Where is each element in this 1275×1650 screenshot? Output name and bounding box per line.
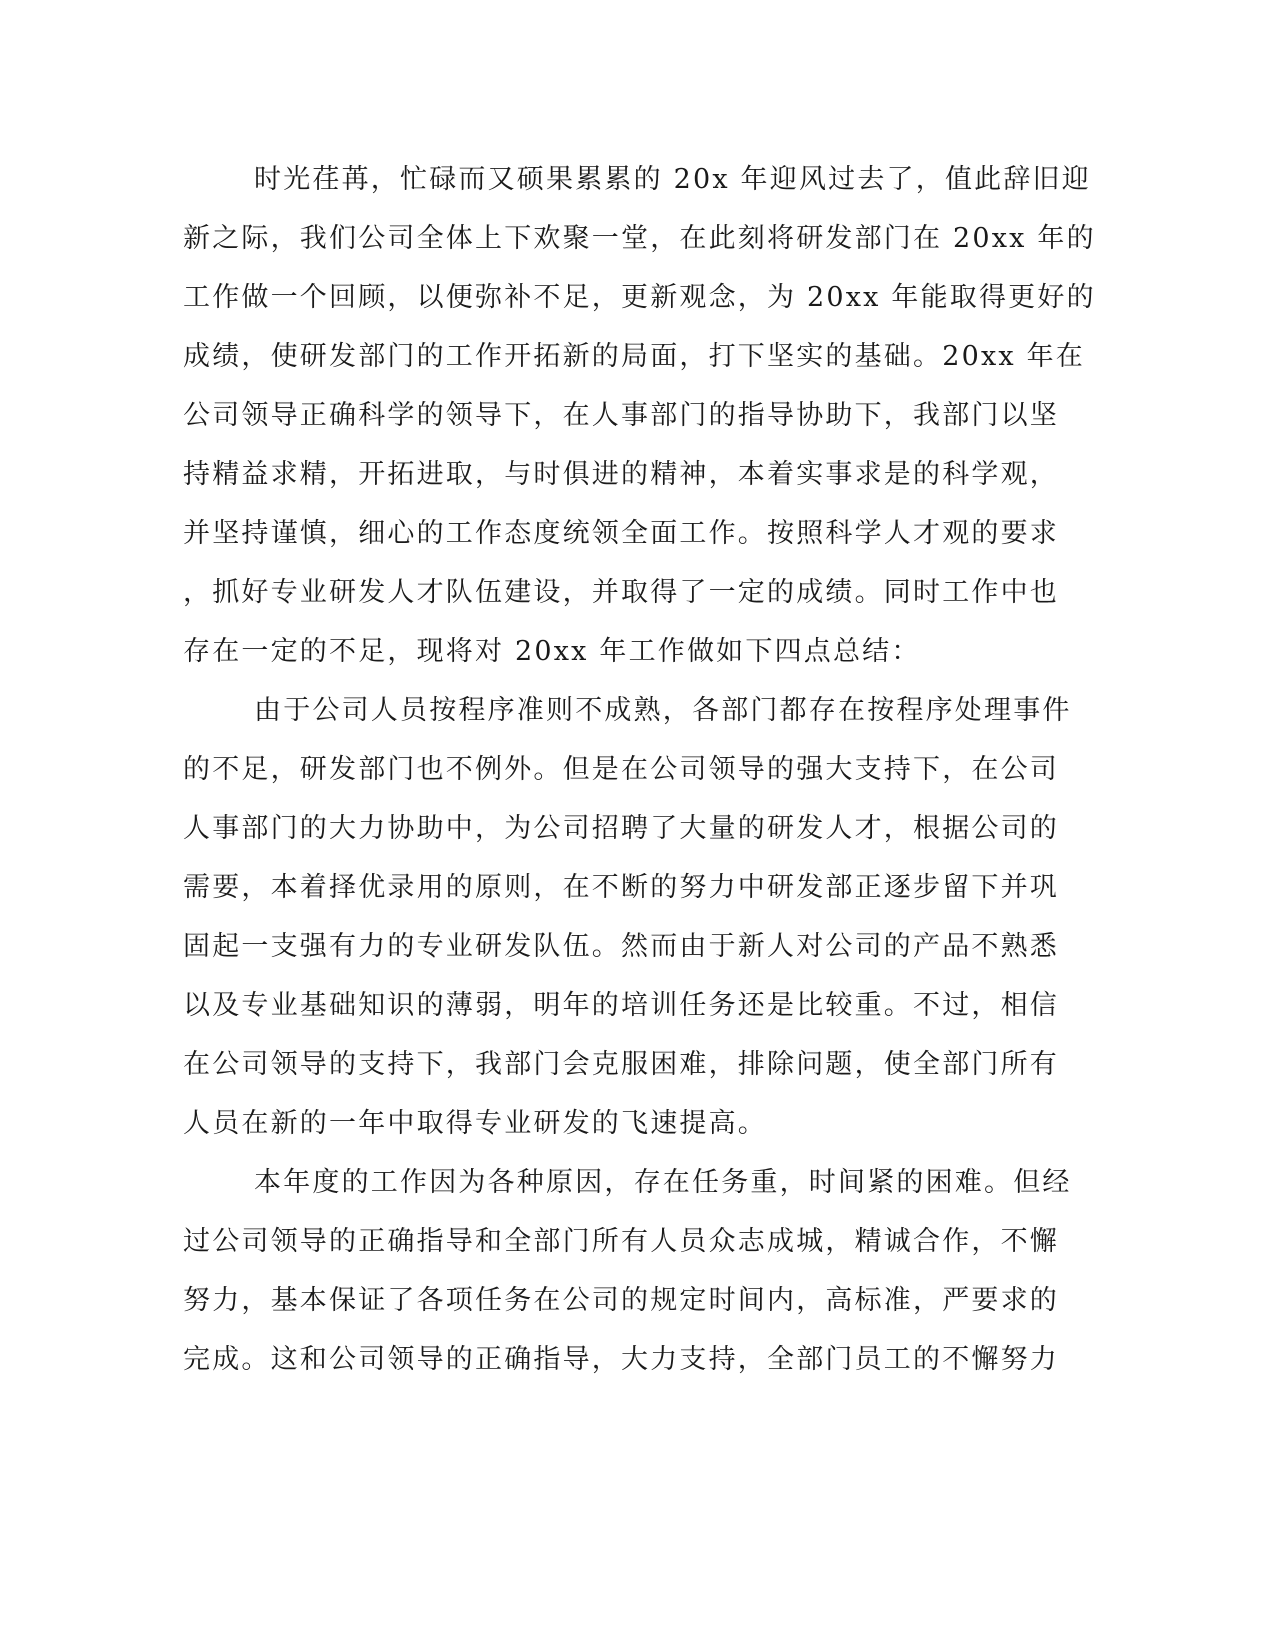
paragraph-3-line-1: 本年度的工作因为各种原因，存在任务重，时间紧的困难。但经 (254, 1167, 1072, 1198)
paragraph-2-line-5: 固起一支强有力的专业研发队伍。然而由于新人对公司的产品不熟悉 (183, 931, 1059, 962)
paragraph-2-line-4: 需要，本着择优录用的原则，在不断的努力中研发部正逐步留下并巩 (183, 872, 1059, 903)
paragraph-1-line-2: 新之际，我们公司全体上下欢聚一堂，在此刻将研发部门在 20xx 年的 (183, 223, 1096, 254)
paragraph-2-line-3: 人事部门的大力协助中，为公司招聘了大量的研发人才，根据公司的 (183, 813, 1059, 844)
paragraph-1-line-6: 持精益求精，开拓进取，与时俱进的精神，本着实事求是的科学观， (183, 459, 1059, 490)
paragraph-2-line-6: 以及专业基础知识的薄弱，明年的培训任务还是比较重。不过，相信 (183, 990, 1059, 1021)
paragraph-2-line-2: 的不足，研发部门也不例外。但是在公司领导的强大支持下，在公司 (183, 754, 1059, 785)
paragraph-1-line-7: 并坚持谨慎，细心的工作态度统领全面工作。按照科学人才观的要求 (183, 518, 1059, 549)
paragraph-2-line-7: 在公司领导的支持下，我部门会克服困难，排除问题，使全部门所有 (183, 1049, 1059, 1080)
paragraph-3-line-2: 过公司领导的正确指导和全部门所有人员众志成城，精诚合作，不懈 (183, 1226, 1059, 1257)
paragraph-3-line-3: 努力，基本保证了各项任务在公司的规定时间内，高标准，严要求的 (183, 1285, 1059, 1316)
paragraph-2-line-1: 由于公司人员按程序准则不成熟，各部门都存在按程序处理事件 (254, 695, 1072, 726)
paragraph-1-line-9: 存在一定的不足，现将对 20xx 年工作做如下四点总结： (183, 636, 921, 667)
paragraph-1-line-1: 时光荏苒，忙碌而又硕果累累的 20x 年迎风过去了，值此辞旧迎 (254, 164, 1091, 195)
paragraph-1-line-8: ，抓好专业研发人才队伍建设，并取得了一定的成绩。同时工作中也 (183, 577, 1059, 608)
paragraph-3-line-4: 完成。这和公司领导的正确指导，大力支持，全部门员工的不懈努力 (183, 1344, 1059, 1375)
paragraph-1-line-5: 公司领导正确科学的领导下，在人事部门的指导协助下，我部门以坚 (183, 400, 1059, 431)
paragraph-2-line-8: 人员在新的一年中取得专业研发的飞速提高。 (183, 1108, 767, 1139)
paragraph-1-line-4: 成绩，使研发部门的工作开拓新的局面，打下坚实的基础。20xx 年在 (183, 341, 1085, 372)
paragraph-1-line-3: 工作做一个回顾，以便弥补不足，更新观念，为 20xx 年能取得更好的 (183, 282, 1096, 313)
